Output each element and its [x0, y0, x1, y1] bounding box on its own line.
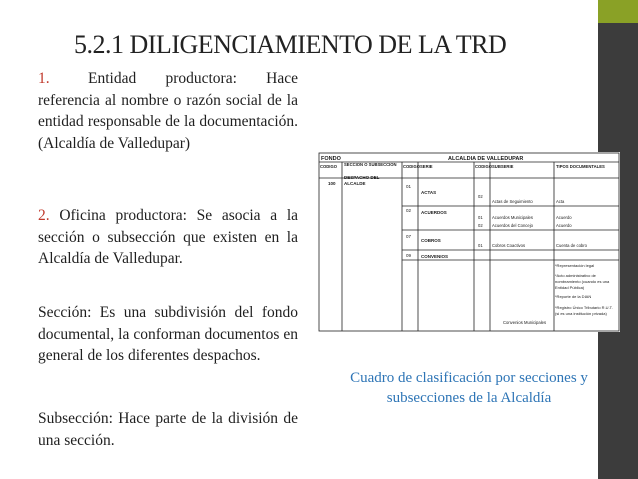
convenios-type: (si es una institución privada)	[555, 311, 607, 316]
series-name: COBROS	[421, 238, 441, 243]
paragraph-number: 1.	[38, 70, 50, 87]
convenios-type: *Registro Único Tributario R.U.T.	[555, 305, 613, 310]
header-codigo: CODIGO	[320, 164, 337, 169]
paragraph-oficina-productora	[38, 205, 298, 270]
slide-title: 5.2.1 DILIGENCIAMIENTO DE LA TRD	[74, 30, 507, 59]
series-name: ACUERDOS	[421, 210, 447, 215]
green-accent-bar	[598, 0, 638, 23]
header-codigo-subserie: CODIGO	[475, 164, 492, 169]
fondo-value: ALCALDIA DE VALLEDUPAR	[448, 156, 524, 162]
paragraph-text: Oficina productora: Se asocia a la sección o subsección que existen en la Alcaldía de Valledupar.	[38, 207, 299, 267]
header-serie: SERIE	[420, 164, 433, 169]
convenios-type: Entidad Pública)	[555, 285, 585, 290]
subseries-type: Acta	[556, 199, 565, 204]
subseries-name: Acuerdos Municipales	[492, 215, 533, 220]
header-codigo-serie: CODIGO	[403, 164, 420, 169]
section-code: 100	[328, 181, 336, 186]
convenios-type: *Reporte de la DIAN	[555, 294, 592, 299]
convenios-type: *Acto administrativo de	[555, 273, 596, 278]
paragraph-text: Entidad productora: Hace referencia al nombre o razón social de la entidad responsable de la documentación. (Alcaldía de Valledupar)	[38, 70, 298, 152]
paragraph-entidad-productora	[38, 68, 298, 154]
fondo-label: FONDO	[321, 156, 341, 162]
paragraph-number: 2.	[38, 207, 50, 224]
series-code: 09	[406, 253, 412, 258]
subseries-name: Acuerdos del Concejo	[492, 223, 533, 228]
section-name-line1: DESPACHO DEL	[344, 175, 380, 180]
series-code: 07	[406, 234, 412, 239]
subseries-code: 01	[478, 243, 483, 248]
subseries-code: 02	[478, 194, 483, 199]
paragraph-seccion: Sección: Es una subdivisión del fondo documental, la conforman documentos en general de los diferentes despachos.	[38, 304, 298, 364]
convenios-type: nombramiento (cuando es una	[555, 279, 610, 284]
subseries-name: Actas de Seguimiento	[492, 199, 533, 204]
table-caption: Cuadro de clasificación por secciones y subsecciones de la Alcaldía	[350, 370, 588, 406]
classification-table-image	[318, 152, 620, 332]
header-tipos: TIPOS DOCUMENTALES	[556, 164, 605, 169]
subseries-name: Cobros Coactivos	[492, 243, 526, 248]
convenios-subserie: Convenios Municipales	[503, 320, 547, 325]
paragraph-subseccion: Subsección: Hace parte de la división de una sección.	[38, 410, 298, 449]
subseries-code: 01	[478, 215, 483, 220]
header-seccion: SECCION O SUBSECCION	[344, 162, 397, 167]
section-name-line2: ALCALDE	[344, 181, 366, 186]
convenios-type: *Representación legal	[555, 263, 595, 268]
series-code: 01	[406, 184, 412, 189]
subseries-code: 02	[478, 223, 483, 228]
subseries-type: Acuerdo	[556, 215, 572, 220]
header-subserie: SUBSERIE	[492, 164, 514, 169]
subseries-type: Acuerdo	[556, 223, 572, 228]
series-code: 02	[406, 208, 412, 213]
series-name: CONVENIOS	[421, 254, 449, 259]
subseries-type: Cuenta de cobro	[556, 243, 587, 248]
series-name: ACTAS	[421, 190, 437, 195]
